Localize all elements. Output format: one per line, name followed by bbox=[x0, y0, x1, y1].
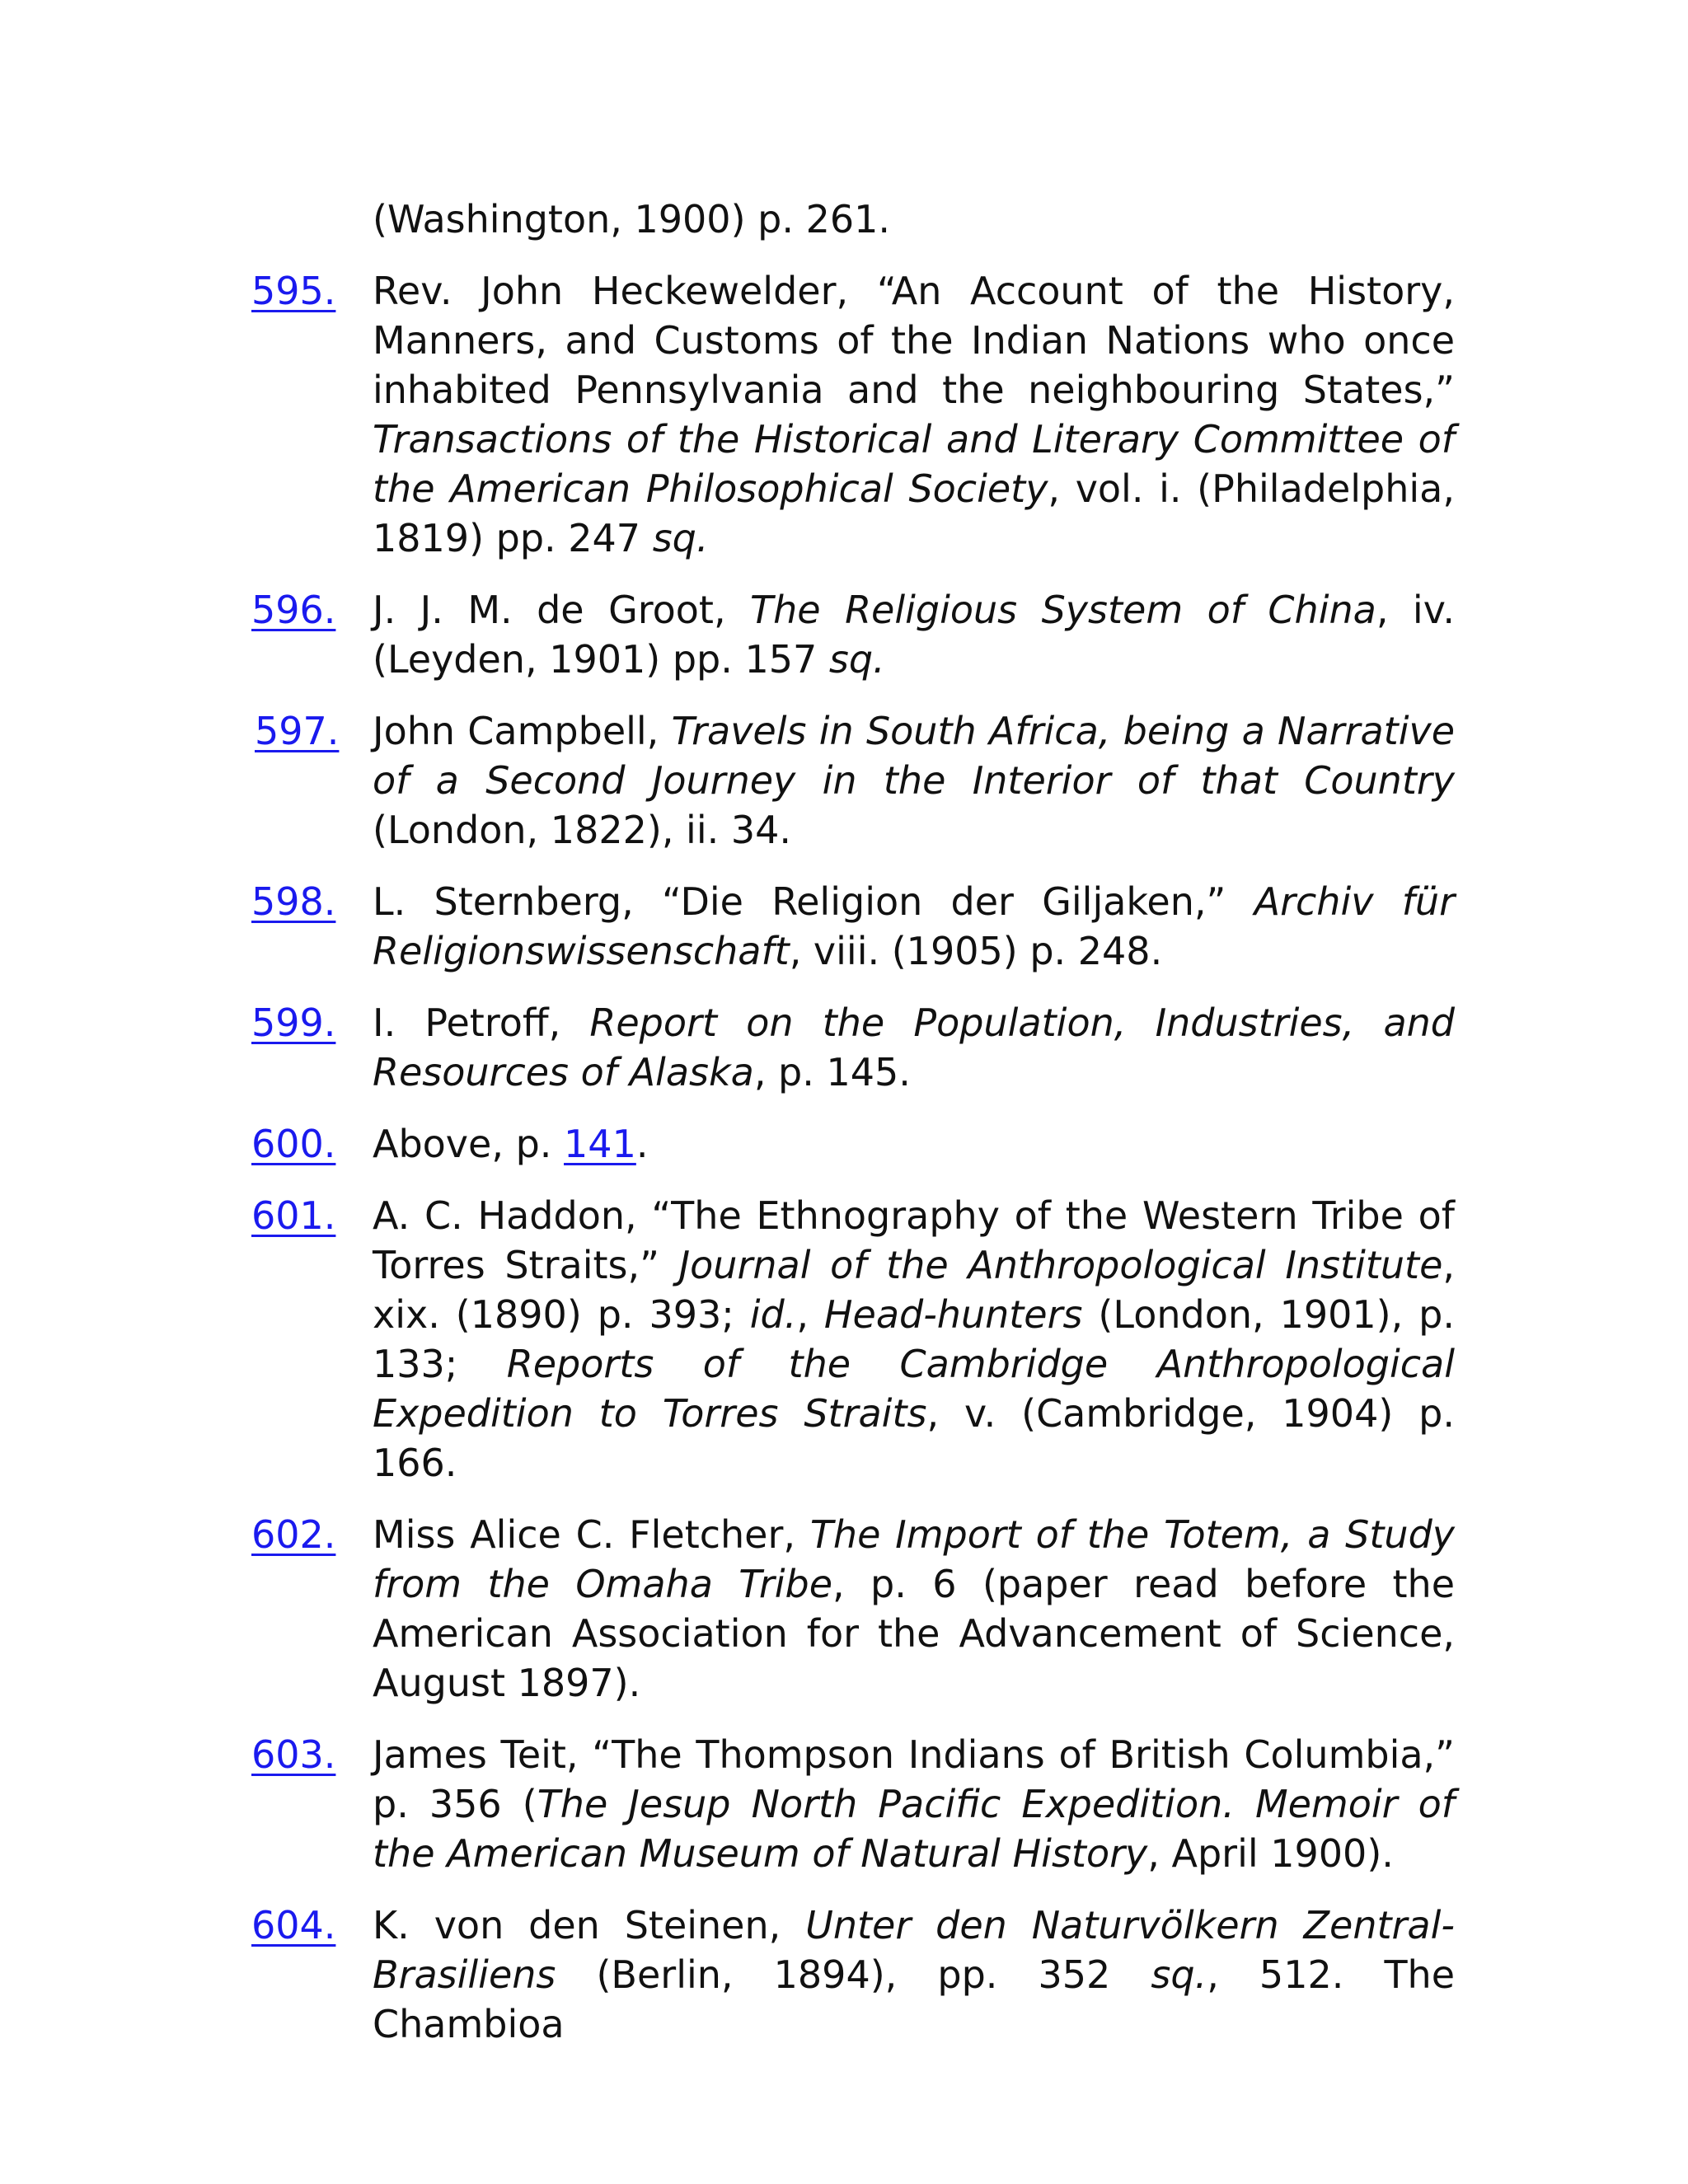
footnote-text bbox=[373, 1510, 1455, 1708]
footnote-number-cell bbox=[251, 706, 373, 756]
footnote-item bbox=[251, 1119, 1455, 1169]
footnote-number-link[interactable]: 601. bbox=[251, 1193, 336, 1238]
citation-text: J. J. M. de Groot, bbox=[373, 588, 751, 632]
citation-text: , bbox=[796, 1292, 824, 1337]
footnote-item bbox=[251, 877, 1455, 976]
footnote-number-cell bbox=[251, 1119, 373, 1169]
citation-title: The Religious System of China bbox=[750, 588, 1376, 632]
footnote-number-cell bbox=[251, 266, 373, 316]
citation-text: , v. (Cambridge, 1904) p. 166. bbox=[373, 1391, 1455, 1485]
citation-title: Unter den Naturvölkern Zentral-Brasiliens bbox=[373, 1903, 1456, 1997]
citation-title: Transactions of the Historical and Literary Committee of the American Philosophical Society bbox=[373, 417, 1455, 511]
citation-text: Above, p. bbox=[373, 1122, 565, 1166]
citation-title: Head-hunters bbox=[823, 1292, 1083, 1337]
footnote-number-link[interactable]: 596. bbox=[251, 588, 336, 632]
footnote-item bbox=[251, 998, 1455, 1097]
citation-text: , 512. The Chambioa bbox=[373, 1952, 1456, 2046]
footnote-item bbox=[251, 194, 1455, 244]
citation-text: John Campbell, bbox=[373, 709, 672, 753]
citation-title: Report on the Population, Industries, and Resources of Alaska bbox=[373, 1001, 1455, 1094]
citation-title: The Jesup North Pacific Expedition. Memoir of the American Museum of Natural History bbox=[373, 1782, 1455, 1876]
footnote-number-link[interactable]: 599. bbox=[251, 1001, 336, 1045]
page-reference-link[interactable]: 141 bbox=[564, 1122, 636, 1166]
citation-title: The Import of the Totem, a Study from the Omaha Tribe bbox=[373, 1512, 1455, 1606]
footnote-number-link[interactable]: 604. bbox=[251, 1903, 336, 1947]
footnote-number-cell bbox=[251, 998, 373, 1047]
footnote-item bbox=[251, 266, 1455, 563]
footnote-number-cell bbox=[251, 1191, 373, 1240]
citation-text: . bbox=[635, 1122, 649, 1166]
footnote-text bbox=[373, 877, 1455, 976]
citation-text: I. Petroff, bbox=[373, 1001, 590, 1045]
footnote-number-cell bbox=[251, 1900, 373, 1950]
footnote-text bbox=[373, 585, 1455, 684]
citation-title: sq. bbox=[652, 516, 709, 560]
citation-title: Travels in South Africa, being a Narrative of a Second Journey in the Interior of that Country bbox=[373, 709, 1455, 803]
citation-title: id. bbox=[749, 1292, 797, 1337]
citation-text: , April 1900). bbox=[1147, 1831, 1394, 1876]
footnote-item bbox=[251, 706, 1455, 855]
footnote-number-link[interactable]: 598. bbox=[251, 879, 336, 924]
citation-text: , iv. (Leyden, 1901) pp. 157 bbox=[373, 588, 1455, 682]
footnote-number-cell bbox=[251, 1730, 373, 1779]
citation-text: (London, 1901), p. 133; bbox=[373, 1292, 1455, 1386]
footnote-number-link[interactable]: 600. bbox=[251, 1122, 336, 1166]
citation-title: sq. bbox=[1151, 1952, 1207, 1997]
citation-text: James Teit, “The Thompson Indians of British Columbia,” p. 356 ( bbox=[373, 1732, 1455, 1826]
citation-text: Rev. John Heckewelder, “An Account of the History, Manners, and Customs of the Indian Nations who once inhabited Pennsylvania and the neighbouring States,” bbox=[373, 269, 1455, 412]
footnote-text bbox=[373, 998, 1455, 1097]
footnote-list bbox=[251, 194, 1455, 2071]
footnote-text bbox=[373, 1900, 1455, 2049]
citation-text: , vol. i. (Philadelphia, 1819) pp. 247 bbox=[373, 466, 1455, 560]
footnote-number-cell bbox=[251, 585, 373, 635]
footnote-item bbox=[251, 1510, 1455, 1708]
footnote-number-cell bbox=[251, 1510, 373, 1559]
footnote-number-cell bbox=[251, 877, 373, 926]
footnote-item bbox=[251, 1191, 1455, 1488]
footnote-text bbox=[373, 1730, 1455, 1878]
citation-text: (Berlin, 1894), pp. 352 bbox=[556, 1952, 1151, 1997]
footnote-number-link[interactable]: 595. bbox=[251, 269, 336, 313]
footnote-text bbox=[373, 1119, 1455, 1169]
footnote-item bbox=[251, 1900, 1455, 2049]
citation-title: Reports of the Cambridge Anthropological Expedition to Torres Straits bbox=[373, 1342, 1456, 1436]
citation-title: sq. bbox=[828, 637, 885, 682]
footnote-text bbox=[373, 706, 1455, 855]
citation-title: Archiv für Religionswissenschaft bbox=[373, 879, 1455, 973]
citation-text: L. Sternberg, “Die Religion der Giljaken,” bbox=[373, 879, 1254, 924]
citation-title: Journal of the Anthropological Institute bbox=[678, 1243, 1443, 1287]
footnote-text bbox=[373, 194, 1455, 244]
citation-text: A. C. Haddon, “The Ethnography of the Western Tribe of Torres Straits,” bbox=[373, 1193, 1455, 1287]
footnote-number-link[interactable]: 597. bbox=[255, 709, 340, 753]
footnote-number-link[interactable]: 603. bbox=[251, 1732, 336, 1777]
footnote-item bbox=[251, 585, 1455, 684]
citation-text: , p. 145. bbox=[753, 1050, 911, 1094]
footnote-text bbox=[373, 1191, 1455, 1488]
citation-text: (London, 1822), ii. 34. bbox=[373, 808, 792, 852]
footnote-item bbox=[251, 1730, 1455, 1878]
citation-text: , xix. (1890) p. 393; bbox=[373, 1243, 1455, 1337]
footnote-number-link[interactable]: 602. bbox=[251, 1512, 336, 1557]
citation-text: K. von den Steinen, bbox=[373, 1903, 806, 1947]
citation-text: (Washington, 1900) p. 261. bbox=[373, 197, 891, 241]
citation-text: , p. 6 (paper read before the American Association for the Advancement of Science, August 1897). bbox=[373, 1562, 1456, 1705]
footnote-text bbox=[373, 266, 1455, 563]
citation-text: Miss Alice C. Fletcher, bbox=[373, 1512, 810, 1557]
citation-text: , viii. (1905) p. 248. bbox=[789, 929, 1163, 973]
